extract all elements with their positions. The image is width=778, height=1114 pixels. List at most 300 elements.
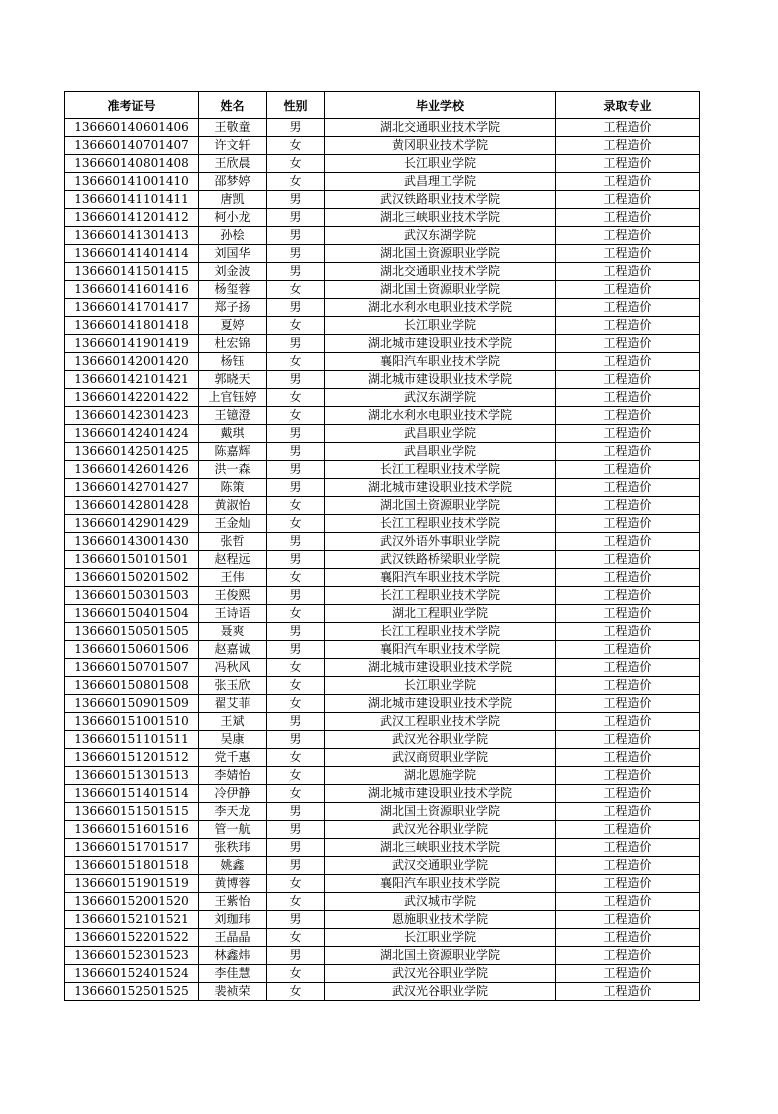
cell-exam-id: 136660142701427 — [65, 479, 199, 497]
table-row — [65, 137, 700, 155]
cell-school: 长江职业学院 — [325, 677, 556, 695]
cell-school: 武汉交通职业学院 — [325, 857, 556, 875]
cell-gender: 女 — [267, 875, 325, 893]
table-row — [65, 785, 700, 803]
cell-gender: 男 — [267, 533, 325, 551]
cell-major: 工程造价 — [556, 173, 700, 191]
cell-gender: 男 — [267, 209, 325, 227]
cell-gender: 女 — [267, 353, 325, 371]
cell-major: 工程造价 — [556, 911, 700, 929]
cell-major: 工程造价 — [556, 839, 700, 857]
cell-exam-id: 136660142901429 — [65, 515, 199, 533]
cell-school: 湖北城市建设职业技术学院 — [325, 479, 556, 497]
cell-school: 湖北交通职业技术学院 — [325, 263, 556, 281]
cell-exam-id: 136660150701507 — [65, 659, 199, 677]
cell-school: 武汉外语外事职业学院 — [325, 533, 556, 551]
cell-name: 聂爽 — [199, 623, 267, 641]
cell-major: 工程造价 — [556, 245, 700, 263]
cell-major: 工程造价 — [556, 875, 700, 893]
cell-school: 长江工程职业技术学院 — [325, 515, 556, 533]
cell-gender: 女 — [267, 767, 325, 785]
cell-gender: 男 — [267, 641, 325, 659]
cell-gender: 女 — [267, 389, 325, 407]
cell-major: 工程造价 — [556, 551, 700, 569]
cell-school: 湖北三峡职业技术学院 — [325, 839, 556, 857]
cell-major: 工程造价 — [556, 767, 700, 785]
cell-major: 工程造价 — [556, 515, 700, 533]
cell-school: 武汉光谷职业学院 — [325, 731, 556, 749]
cell-school: 湖北国土资源职业学院 — [325, 947, 556, 965]
cell-major: 工程造价 — [556, 461, 700, 479]
cell-school: 湖北工程职业学院 — [325, 605, 556, 623]
cell-gender: 女 — [267, 317, 325, 335]
header-row — [65, 92, 700, 119]
table-row — [65, 587, 700, 605]
table-row — [65, 335, 700, 353]
cell-major: 工程造价 — [556, 587, 700, 605]
cell-gender: 女 — [267, 407, 325, 425]
cell-school: 武汉东湖学院 — [325, 227, 556, 245]
cell-name: 党千惠 — [199, 749, 267, 767]
cell-major: 工程造价 — [556, 749, 700, 767]
header-name: 姓名 — [199, 92, 267, 119]
table-row — [65, 821, 700, 839]
cell-exam-id: 136660141301413 — [65, 227, 199, 245]
header-gender: 性别 — [267, 92, 325, 119]
cell-major: 工程造价 — [556, 497, 700, 515]
cell-gender: 女 — [267, 929, 325, 947]
table-row — [65, 533, 700, 551]
cell-exam-id: 136660151901519 — [65, 875, 199, 893]
cell-name: 王伟 — [199, 569, 267, 587]
cell-major: 工程造价 — [556, 893, 700, 911]
cell-gender: 男 — [267, 713, 325, 731]
table-row — [65, 263, 700, 281]
cell-name: 刘金波 — [199, 263, 267, 281]
table-row — [65, 173, 700, 191]
cell-major: 工程造价 — [556, 713, 700, 731]
cell-school: 武汉铁路职业技术学院 — [325, 191, 556, 209]
cell-gender: 男 — [267, 119, 325, 137]
cell-school: 湖北恩施学院 — [325, 767, 556, 785]
cell-gender: 男 — [267, 335, 325, 353]
table-row — [65, 155, 700, 173]
cell-gender: 女 — [267, 695, 325, 713]
cell-exam-id: 136660151701517 — [65, 839, 199, 857]
table-row — [65, 767, 700, 785]
cell-major: 工程造价 — [556, 281, 700, 299]
cell-name: 林鑫炜 — [199, 947, 267, 965]
cell-school: 湖北国土资源职业学院 — [325, 497, 556, 515]
cell-major: 工程造价 — [556, 803, 700, 821]
cell-name: 杜宏锦 — [199, 335, 267, 353]
cell-major: 工程造价 — [556, 119, 700, 137]
cell-name: 洪一森 — [199, 461, 267, 479]
cell-school: 湖北国土资源职业学院 — [325, 245, 556, 263]
cell-name: 杨钰 — [199, 353, 267, 371]
cell-school: 湖北国土资源职业学院 — [325, 803, 556, 821]
table-row — [65, 245, 700, 263]
cell-major: 工程造价 — [556, 731, 700, 749]
cell-school: 湖北水利水电职业技术学院 — [325, 407, 556, 425]
cell-major: 工程造价 — [556, 677, 700, 695]
table-row — [65, 443, 700, 461]
table-row — [65, 605, 700, 623]
cell-major: 工程造价 — [556, 335, 700, 353]
cell-major: 工程造价 — [556, 857, 700, 875]
cell-name: 赵程远 — [199, 551, 267, 569]
cell-school: 黄冈职业技术学院 — [325, 137, 556, 155]
cell-exam-id: 136660141101411 — [65, 191, 199, 209]
table-row — [65, 983, 700, 1001]
cell-exam-id: 136660152101521 — [65, 911, 199, 929]
cell-major: 工程造价 — [556, 137, 700, 155]
cell-exam-id: 136660150601506 — [65, 641, 199, 659]
cell-name: 王欣晨 — [199, 155, 267, 173]
cell-major: 工程造价 — [556, 407, 700, 425]
table-row — [65, 677, 700, 695]
cell-major: 工程造价 — [556, 533, 700, 551]
cell-name: 裴祯荣 — [199, 983, 267, 1001]
cell-gender: 男 — [267, 191, 325, 209]
cell-major: 工程造价 — [556, 227, 700, 245]
table-row — [65, 299, 700, 317]
cell-gender: 男 — [267, 623, 325, 641]
cell-major: 工程造价 — [556, 965, 700, 983]
cell-gender: 男 — [267, 245, 325, 263]
table-row — [65, 803, 700, 821]
cell-gender: 男 — [267, 425, 325, 443]
cell-exam-id: 136660141601416 — [65, 281, 199, 299]
cell-major: 工程造价 — [556, 353, 700, 371]
cell-school: 湖北城市建设职业技术学院 — [325, 659, 556, 677]
cell-school: 襄阳汽车职业技术学院 — [325, 641, 556, 659]
cell-exam-id: 136660140801408 — [65, 155, 199, 173]
cell-exam-id: 136660141401414 — [65, 245, 199, 263]
table-row — [65, 749, 700, 767]
cell-exam-id: 136660150301503 — [65, 587, 199, 605]
cell-school: 恩施职业技术学院 — [325, 911, 556, 929]
cell-exam-id: 136660152301523 — [65, 947, 199, 965]
cell-school: 长江职业学院 — [325, 929, 556, 947]
cell-gender: 女 — [267, 173, 325, 191]
cell-exam-id: 136660150901509 — [65, 695, 199, 713]
cell-school: 襄阳汽车职业技术学院 — [325, 569, 556, 587]
cell-gender: 女 — [267, 281, 325, 299]
cell-exam-id: 136660151001510 — [65, 713, 199, 731]
cell-name: 孙桧 — [199, 227, 267, 245]
cell-school: 武汉铁路桥梁职业学院 — [325, 551, 556, 569]
table-row — [65, 641, 700, 659]
cell-school: 长江工程职业技术学院 — [325, 461, 556, 479]
cell-exam-id: 136660150401504 — [65, 605, 199, 623]
cell-school: 武汉光谷职业学院 — [325, 965, 556, 983]
table-row — [65, 929, 700, 947]
cell-name: 翟艾菲 — [199, 695, 267, 713]
cell-gender: 男 — [267, 263, 325, 281]
cell-gender: 男 — [267, 821, 325, 839]
cell-exam-id: 136660142001420 — [65, 353, 199, 371]
cell-name: 郭晓天 — [199, 371, 267, 389]
header-exam-id: 准考证号 — [65, 92, 199, 119]
cell-major: 工程造价 — [556, 947, 700, 965]
cell-school: 襄阳汽车职业技术学院 — [325, 353, 556, 371]
table-row — [65, 947, 700, 965]
cell-school: 湖北城市建设职业技术学院 — [325, 695, 556, 713]
cell-name: 姚鑫 — [199, 857, 267, 875]
cell-gender: 男 — [267, 461, 325, 479]
cell-exam-id: 136660141701417 — [65, 299, 199, 317]
cell-gender: 男 — [267, 911, 325, 929]
cell-exam-id: 136660151301513 — [65, 767, 199, 785]
cell-gender: 女 — [267, 605, 325, 623]
table-row — [65, 551, 700, 569]
table-row — [65, 353, 700, 371]
table-row — [65, 569, 700, 587]
cell-major: 工程造价 — [556, 317, 700, 335]
cell-major: 工程造价 — [556, 371, 700, 389]
cell-name: 李佳慧 — [199, 965, 267, 983]
cell-name: 王斌 — [199, 713, 267, 731]
cell-name: 陈策 — [199, 479, 267, 497]
cell-exam-id: 136660141801418 — [65, 317, 199, 335]
table-row — [65, 461, 700, 479]
cell-school: 襄阳汽车职业技术学院 — [325, 875, 556, 893]
table-row — [65, 659, 700, 677]
cell-school: 武汉工程职业技术学院 — [325, 713, 556, 731]
table-row — [65, 317, 700, 335]
cell-name: 冯秋风 — [199, 659, 267, 677]
admission-table — [64, 91, 700, 1001]
table-row — [65, 965, 700, 983]
table-row — [65, 425, 700, 443]
cell-school: 武昌理工学院 — [325, 173, 556, 191]
cell-name: 李婧怡 — [199, 767, 267, 785]
cell-major: 工程造价 — [556, 641, 700, 659]
cell-exam-id: 136660151201512 — [65, 749, 199, 767]
cell-name: 张哲 — [199, 533, 267, 551]
cell-exam-id: 136660142101421 — [65, 371, 199, 389]
cell-exam-id: 136660141001410 — [65, 173, 199, 191]
cell-gender: 男 — [267, 731, 325, 749]
cell-name: 邵梦婷 — [199, 173, 267, 191]
cell-exam-id: 136660152401524 — [65, 965, 199, 983]
cell-name: 王敬童 — [199, 119, 267, 137]
cell-gender: 男 — [267, 587, 325, 605]
cell-exam-id: 136660151501515 — [65, 803, 199, 821]
cell-exam-id: 136660140601406 — [65, 119, 199, 137]
table-row — [65, 119, 700, 137]
cell-exam-id: 136660142601426 — [65, 461, 199, 479]
cell-exam-id: 136660150801508 — [65, 677, 199, 695]
cell-exam-id: 136660141201412 — [65, 209, 199, 227]
cell-name: 冷伊静 — [199, 785, 267, 803]
cell-exam-id: 136660150501505 — [65, 623, 199, 641]
cell-school: 武汉光谷职业学院 — [325, 983, 556, 1001]
cell-gender: 女 — [267, 785, 325, 803]
cell-major: 工程造价 — [556, 929, 700, 947]
cell-major: 工程造价 — [556, 425, 700, 443]
table-row — [65, 371, 700, 389]
cell-exam-id: 136660152201522 — [65, 929, 199, 947]
cell-gender: 男 — [267, 299, 325, 317]
cell-school: 湖北城市建设职业技术学院 — [325, 371, 556, 389]
table-row — [65, 731, 700, 749]
cell-name: 许文轩 — [199, 137, 267, 155]
cell-name: 王镱澄 — [199, 407, 267, 425]
header-school: 毕业学校 — [325, 92, 556, 119]
cell-major: 工程造价 — [556, 623, 700, 641]
cell-exam-id: 136660150201502 — [65, 569, 199, 587]
cell-major: 工程造价 — [556, 605, 700, 623]
cell-gender: 女 — [267, 749, 325, 767]
cell-exam-id: 136660150101501 — [65, 551, 199, 569]
table-row — [65, 191, 700, 209]
cell-gender: 女 — [267, 155, 325, 173]
cell-major: 工程造价 — [556, 191, 700, 209]
cell-gender: 女 — [267, 965, 325, 983]
cell-gender: 女 — [267, 569, 325, 587]
cell-name: 唐凯 — [199, 191, 267, 209]
cell-exam-id: 136660142401424 — [65, 425, 199, 443]
cell-gender: 女 — [267, 893, 325, 911]
cell-gender: 男 — [267, 479, 325, 497]
cell-school: 湖北交通职业技术学院 — [325, 119, 556, 137]
table-row — [65, 839, 700, 857]
header-major: 录取专业 — [556, 92, 700, 119]
cell-major: 工程造价 — [556, 785, 700, 803]
cell-name: 赵嘉诚 — [199, 641, 267, 659]
cell-name: 黄博蓉 — [199, 875, 267, 893]
cell-name: 张玉欣 — [199, 677, 267, 695]
cell-major: 工程造价 — [556, 389, 700, 407]
cell-exam-id: 136660152001520 — [65, 893, 199, 911]
cell-exam-id: 136660142201422 — [65, 389, 199, 407]
cell-gender: 女 — [267, 677, 325, 695]
cell-gender: 男 — [267, 857, 325, 875]
cell-exam-id: 136660141901419 — [65, 335, 199, 353]
cell-name: 杨玺蓉 — [199, 281, 267, 299]
cell-major: 工程造价 — [556, 263, 700, 281]
cell-school: 湖北城市建设职业技术学院 — [325, 335, 556, 353]
cell-name: 王紫怡 — [199, 893, 267, 911]
cell-school: 湖北城市建设职业技术学院 — [325, 785, 556, 803]
table-body — [65, 119, 700, 1001]
cell-exam-id: 136660151801518 — [65, 857, 199, 875]
cell-school: 武昌职业学院 — [325, 425, 556, 443]
cell-school: 武汉城市学院 — [325, 893, 556, 911]
cell-major: 工程造价 — [556, 299, 700, 317]
cell-name: 吴康 — [199, 731, 267, 749]
cell-gender: 男 — [267, 947, 325, 965]
cell-exam-id: 136660143001430 — [65, 533, 199, 551]
cell-gender: 女 — [267, 515, 325, 533]
table-row — [65, 407, 700, 425]
cell-exam-id: 136660152501525 — [65, 983, 199, 1001]
cell-school: 武汉光谷职业学院 — [325, 821, 556, 839]
cell-name: 陈嘉辉 — [199, 443, 267, 461]
cell-name: 上官钰婷 — [199, 389, 267, 407]
cell-major: 工程造价 — [556, 479, 700, 497]
table-row — [65, 695, 700, 713]
cell-major: 工程造价 — [556, 155, 700, 173]
cell-exam-id: 136660141501415 — [65, 263, 199, 281]
cell-name: 黄淑怡 — [199, 497, 267, 515]
table-row — [65, 227, 700, 245]
table-row — [65, 623, 700, 641]
table-row — [65, 875, 700, 893]
cell-major: 工程造价 — [556, 659, 700, 677]
cell-exam-id: 136660151101511 — [65, 731, 199, 749]
cell-name: 戴琪 — [199, 425, 267, 443]
cell-name: 王诗语 — [199, 605, 267, 623]
cell-school: 武汉商贸职业学院 — [325, 749, 556, 767]
cell-name: 张秩玮 — [199, 839, 267, 857]
table-row — [65, 893, 700, 911]
cell-gender: 男 — [267, 551, 325, 569]
cell-name: 李天龙 — [199, 803, 267, 821]
cell-school: 长江职业学院 — [325, 317, 556, 335]
cell-gender: 女 — [267, 983, 325, 1001]
cell-exam-id: 136660142301423 — [65, 407, 199, 425]
cell-major: 工程造价 — [556, 983, 700, 1001]
cell-gender: 男 — [267, 839, 325, 857]
cell-major: 工程造价 — [556, 821, 700, 839]
cell-gender: 男 — [267, 227, 325, 245]
cell-major: 工程造价 — [556, 695, 700, 713]
cell-name: 刘珈玮 — [199, 911, 267, 929]
cell-exam-id: 136660151601516 — [65, 821, 199, 839]
table-row — [65, 389, 700, 407]
cell-name: 王金灿 — [199, 515, 267, 533]
cell-gender: 男 — [267, 803, 325, 821]
cell-school: 长江职业学院 — [325, 155, 556, 173]
table-row — [65, 497, 700, 515]
cell-school: 湖北水利水电职业技术学院 — [325, 299, 556, 317]
cell-major: 工程造价 — [556, 443, 700, 461]
table-row — [65, 857, 700, 875]
cell-name: 王俊熙 — [199, 587, 267, 605]
cell-name: 管一航 — [199, 821, 267, 839]
table-row — [65, 479, 700, 497]
cell-name: 郑子扬 — [199, 299, 267, 317]
table-row — [65, 911, 700, 929]
cell-school: 长江工程职业技术学院 — [325, 623, 556, 641]
cell-gender: 男 — [267, 443, 325, 461]
cell-major: 工程造价 — [556, 209, 700, 227]
cell-gender: 女 — [267, 497, 325, 515]
cell-name: 柯小龙 — [199, 209, 267, 227]
table-row — [65, 209, 700, 227]
cell-exam-id: 136660140701407 — [65, 137, 199, 155]
cell-gender: 男 — [267, 371, 325, 389]
cell-school: 湖北三峡职业技术学院 — [325, 209, 556, 227]
admission-list-sheet — [64, 91, 699, 1001]
cell-school: 长江工程职业技术学院 — [325, 587, 556, 605]
cell-major: 工程造价 — [556, 569, 700, 587]
cell-name: 王晶晶 — [199, 929, 267, 947]
table-row — [65, 515, 700, 533]
cell-exam-id: 136660142501425 — [65, 443, 199, 461]
table-row — [65, 281, 700, 299]
cell-name: 夏婷 — [199, 317, 267, 335]
cell-gender: 女 — [267, 137, 325, 155]
cell-school: 湖北国土资源职业学院 — [325, 281, 556, 299]
table-row — [65, 713, 700, 731]
cell-gender: 女 — [267, 659, 325, 677]
cell-exam-id: 136660142801428 — [65, 497, 199, 515]
cell-school: 武昌职业学院 — [325, 443, 556, 461]
